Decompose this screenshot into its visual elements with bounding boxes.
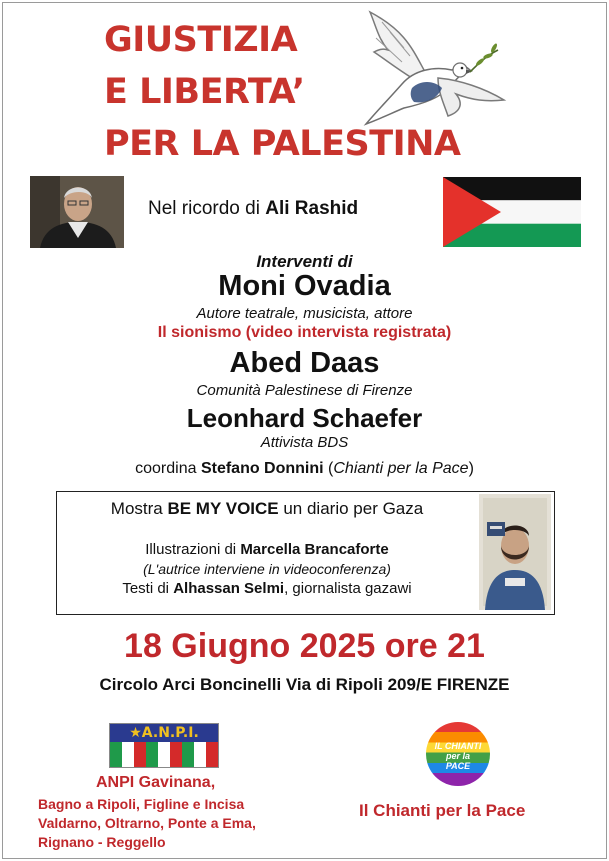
exhibit-note-text: L'autrice interviene in videoconferenza	[147, 561, 387, 577]
event-venue: Circolo Arci Boncinelli Via di Ripoli 209/E FIRENZE	[99, 675, 510, 694]
dove-icon	[352, 8, 507, 128]
chianti-pace-logo	[426, 722, 490, 786]
exhibit-suffix: un diario per Gaza	[278, 499, 424, 518]
speaker-role-1: Autore teatrale, musicista, attore	[196, 305, 413, 322]
ali-rashid-photo	[30, 176, 124, 248]
memorial-name: Ali Rashid	[265, 198, 359, 219]
exhibit-note: (L'autrice interviene in videoconferenza)	[143, 561, 391, 577]
exhibit-box	[56, 491, 555, 615]
exhibit-illustrations	[57, 541, 477, 558]
exhibit-name: BE MY VOICE	[167, 499, 279, 518]
title-line-2: E LIBERTA’	[104, 72, 305, 112]
title-line-1: GIUSTIZIA	[104, 20, 298, 60]
chianti-logo-line-3: PACE	[445, 761, 471, 771]
coordinator-prefix: coordina	[135, 460, 201, 477]
chianti-logo-line-1: IL CHIANTI	[434, 741, 482, 751]
coordinator-org: Chianti per la Pace	[333, 460, 469, 477]
anpi-line-2: Bagno a Ripoli, Figline e Incisa	[38, 796, 245, 812]
memorial-prefix: Nel ricordo di	[148, 198, 266, 219]
anpi-logo: ★A.N.P.I.	[109, 723, 219, 768]
speaker-name-2: Abed Daas	[229, 347, 380, 379]
coordinator-paren-open: (	[323, 460, 334, 477]
illustrations-prefix: Illustrazioni di	[145, 541, 241, 558]
event-date: 18 Giugno 2025 ore 21	[124, 627, 485, 665]
anpi-logo-text: A.N.P.I.	[141, 725, 199, 741]
chianti-logo-line-2: per la	[445, 751, 470, 761]
illustrator-name: Marcella Brancaforte	[240, 541, 389, 558]
coordinator-line	[0, 460, 609, 478]
texts-author: Alhassan Selmi	[173, 580, 285, 597]
title-line-3: PER LA PALESTINA	[104, 124, 461, 164]
exhibit-texts	[57, 580, 477, 597]
speaker-topic-1: Il sionismo (video intervista registrata)	[157, 324, 452, 341]
coordinator-paren-close: )	[468, 460, 474, 477]
speakers-intro: Interventi di	[256, 252, 353, 271]
speaker-role-3: Attivista BDS	[260, 434, 349, 451]
exhibit-prefix: Mostra	[110, 499, 168, 518]
speaker-name-1: Moni Ovadia	[218, 270, 391, 302]
exhibit-title	[57, 499, 477, 519]
anpi-line-4: Rignano - Reggello	[38, 834, 166, 850]
memorial-line	[148, 198, 358, 220]
palestine-flag-icon	[443, 177, 581, 247]
texts-author-suffix: , giornalista gazawi	[284, 580, 412, 597]
anpi-line-3: Valdarno, Oltrarno, Ponte a Ema,	[38, 815, 256, 831]
chianti-pace-name: Il Chianti per la Pace	[359, 801, 526, 820]
coordinator-name: Stefano Donnini	[200, 460, 324, 477]
journalist-illustration	[479, 494, 551, 610]
anpi-line-1: ANPI Gavinana,	[96, 774, 216, 791]
speaker-role-2: Comunità Palestinese di Firenze	[196, 382, 413, 399]
speaker-name-3: Leonhard Schaefer	[186, 403, 423, 433]
texts-prefix: Testi di	[122, 580, 174, 597]
